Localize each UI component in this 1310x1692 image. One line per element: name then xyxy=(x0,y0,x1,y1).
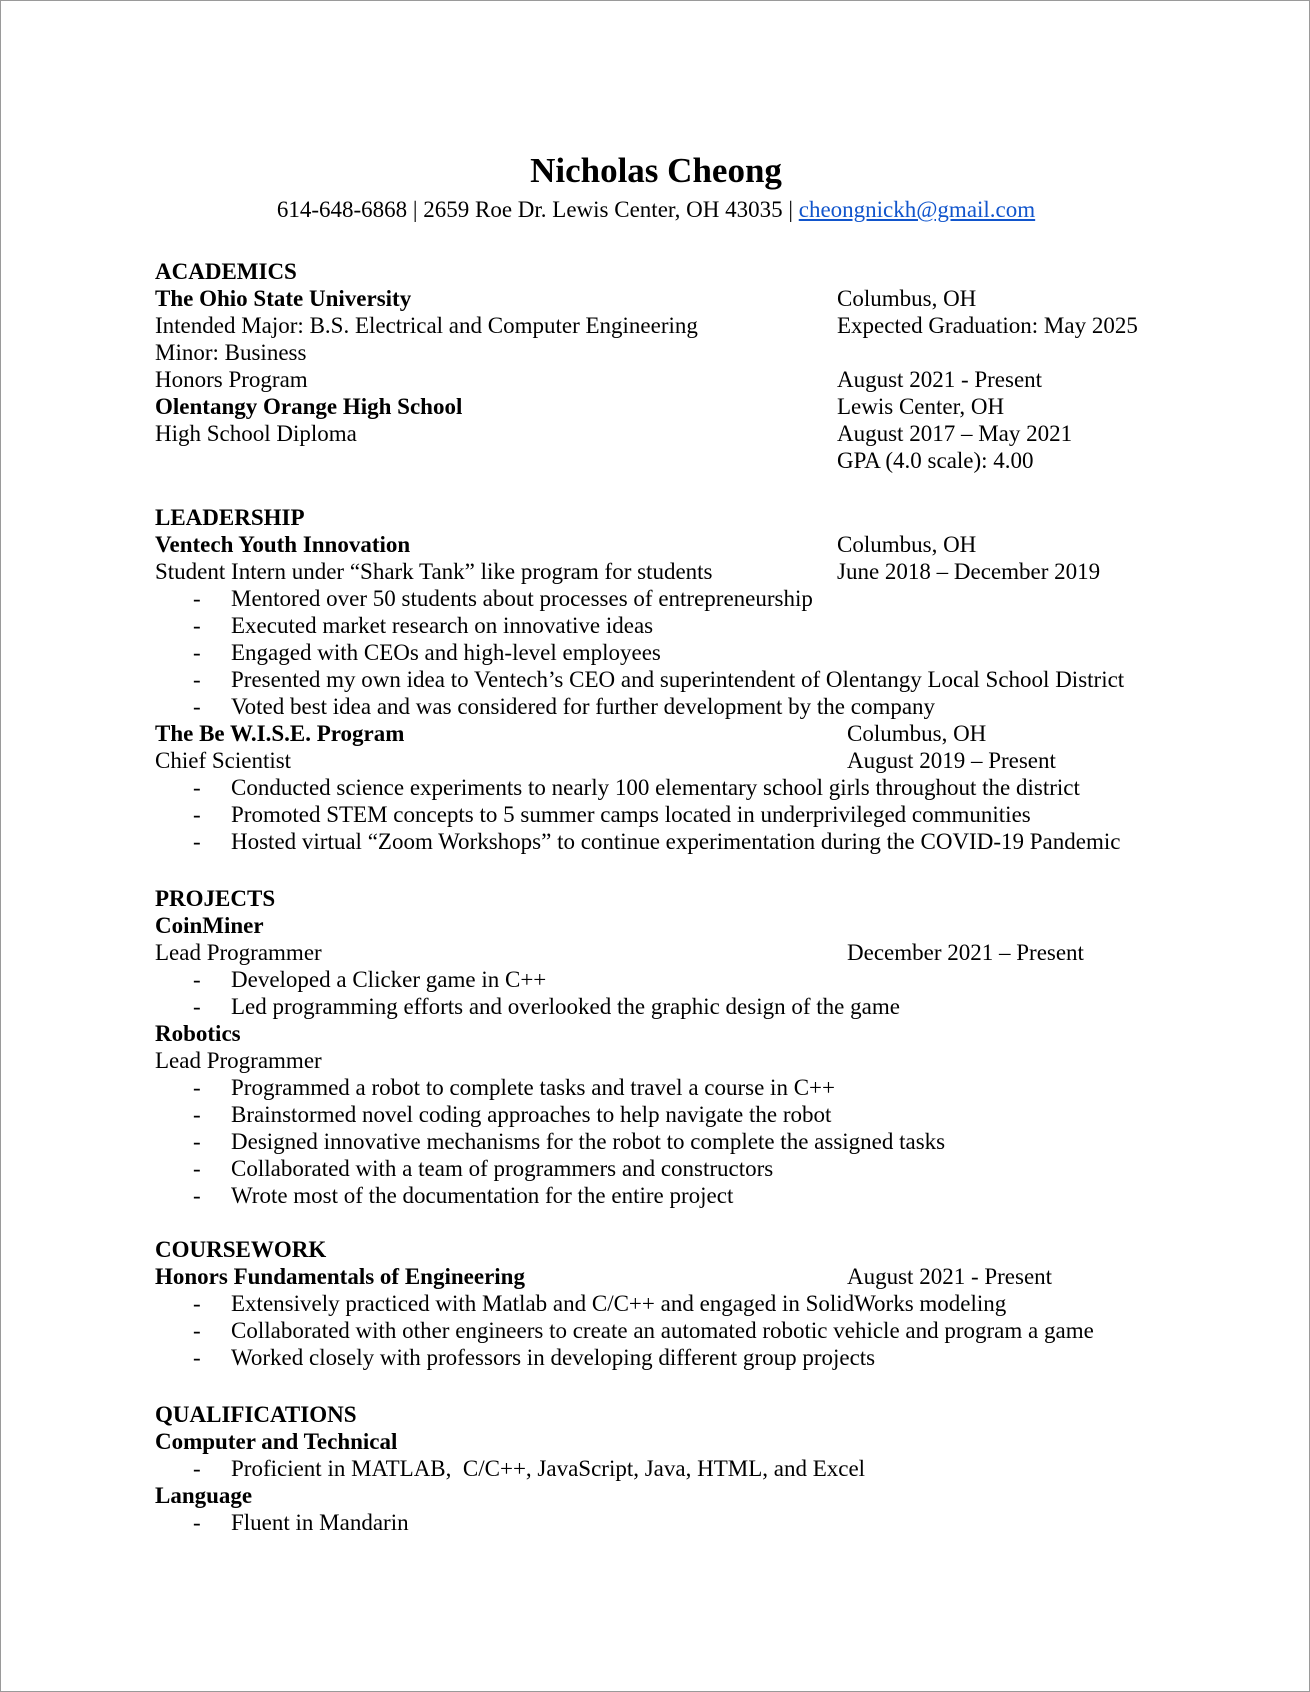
robotics-role: Lead Programmer xyxy=(155,1048,322,1073)
ventech-location: Columbus, OH xyxy=(837,532,977,557)
lang-name: Language xyxy=(155,1483,253,1508)
leadership-heading: LEADERSHIP xyxy=(155,505,305,530)
osu-honors: Honors Program xyxy=(155,367,308,392)
academics-heading: ACADEMICS xyxy=(155,259,297,284)
bewise-role: Chief Scientist xyxy=(155,748,292,773)
contact-line xyxy=(1,197,1310,223)
osu-major: Intended Major: B.S. Electrical and Computer Engineering xyxy=(155,313,698,338)
hs-dates: August 2017 – May 2021 xyxy=(837,421,1073,446)
resume-name: Nicholas Cheong xyxy=(530,151,782,190)
osu-location: Columbus, OH xyxy=(837,286,977,311)
coinminer-dates: December 2021 – Present xyxy=(847,940,1084,965)
ventech-dates: June 2018 – December 2019 xyxy=(837,559,1101,584)
bewise-dates: August 2019 – Present xyxy=(847,748,1056,773)
hs-location: Lewis Center, OH xyxy=(837,394,1005,419)
resume-page: Nicholas Cheong 614-648-6868 | 2659 Roe Dr. Lewis Center, OH 43035 | cheongnickh@gmail.com ACADEMICS The Ohio State University Columbus, OH Intended Major: B.S. Electrical and Computer Engineering Expected Graduation: May 2025 Minor: Business Honors Program August 2021 - Present Olentangy Orange High School Lewis Center, OH High School Diploma August 2017 – May 2021 GPA (4.0 scale): 4.00 LEADERSHIP Ventech Youth Innovation Columbus, OH Student Intern under “Shark Tank” like program for students June 2018 – December 2019 - Mentored over 50 students about processes of entrepreneurship - Executed market research on innovative ideas - Engaged with CEOs and high-level employees - Presented my own idea to Ventech’s CEO and superintendent of Olentangy Local School District - Voted best idea and was considered for further development by the company The Be W.I.S.E. Program Columbus, OH Chief Scientist August 2019 – Present - Conducted science experiments to nearly 100 elementary school girls throughout the district - Promoted STEM concepts to 5 summer camps located in underprivileged communities - Hosted virtual “Zoom Workshops” to continue experimentation during the COVID-19 Pandemic PROJECTS CoinMiner Lead Programmer December 2021 – Present - Developed a Clicker game in C++ - Led programming efforts and overlooked the graphic design of the game Robotics Lead Programmer - Programmed a robot to complete tasks and travel a course in C++ - Brainstormed novel coding approaches to help navigate the robot - Designed innovative mechanisms for the robot to complete the assigned tasks - Collaborated with a team of programmers and constructors - Wrote most of the documentation for the entire project COURSEWORK Honors Fundamentals of Engineering August 2021 - Present - Extensively practiced with Matlab and C/C++ and engaged in SolidWorks modeling - Collaborated with other engineers to create an automated robotic vehicle and program a game - Worked closely with professors in developing different group projects QUALIFICATIONS Computer and Technical - Proficient in MATLAB, C/C++, JavaScript, Java, HTML, and Excel Language - Fluent in Mandarin xyxy=(0,0,1310,1692)
coinminer-name: CoinMiner xyxy=(155,913,264,938)
ventech-role: Student Intern under “Shark Tank” like program for students xyxy=(155,559,713,584)
osu-graduation: Expected Graduation: May 2025 xyxy=(837,313,1138,338)
projects-heading: PROJECTS xyxy=(155,886,276,911)
osu-dates: August 2021 - Present xyxy=(837,367,1043,392)
tech-name: Computer and Technical xyxy=(155,1429,398,1454)
bewise-location: Columbus, OH xyxy=(847,721,987,746)
email-link[interactable]: cheongnickh@gmail.com xyxy=(798,197,1036,222)
hs-diploma: High School Diploma xyxy=(155,421,357,446)
bewise-name: The Be W.I.S.E. Program xyxy=(155,721,405,746)
robotics-name: Robotics xyxy=(155,1021,241,1046)
coursework-heading: COURSEWORK xyxy=(155,1237,327,1262)
osu-name: The Ohio State University xyxy=(155,286,412,311)
ventech-name: Ventech Youth Innovation xyxy=(155,532,411,557)
contact-details: 614-648-6868 | 2659 Roe Dr. Lewis Center, OH 43035 | xyxy=(276,197,799,222)
hs-gpa: GPA (4.0 scale): 4.00 xyxy=(837,448,1034,473)
hs-name: Olentangy Orange High School xyxy=(155,394,463,419)
osu-minor: Minor: Business xyxy=(155,340,307,365)
coinminer-role: Lead Programmer xyxy=(155,940,322,965)
course-name: Honors Fundamentals of Engineering xyxy=(155,1264,525,1289)
qualifications-heading: QUALIFICATIONS xyxy=(155,1402,357,1427)
course-dates: August 2021 - Present xyxy=(847,1264,1053,1289)
